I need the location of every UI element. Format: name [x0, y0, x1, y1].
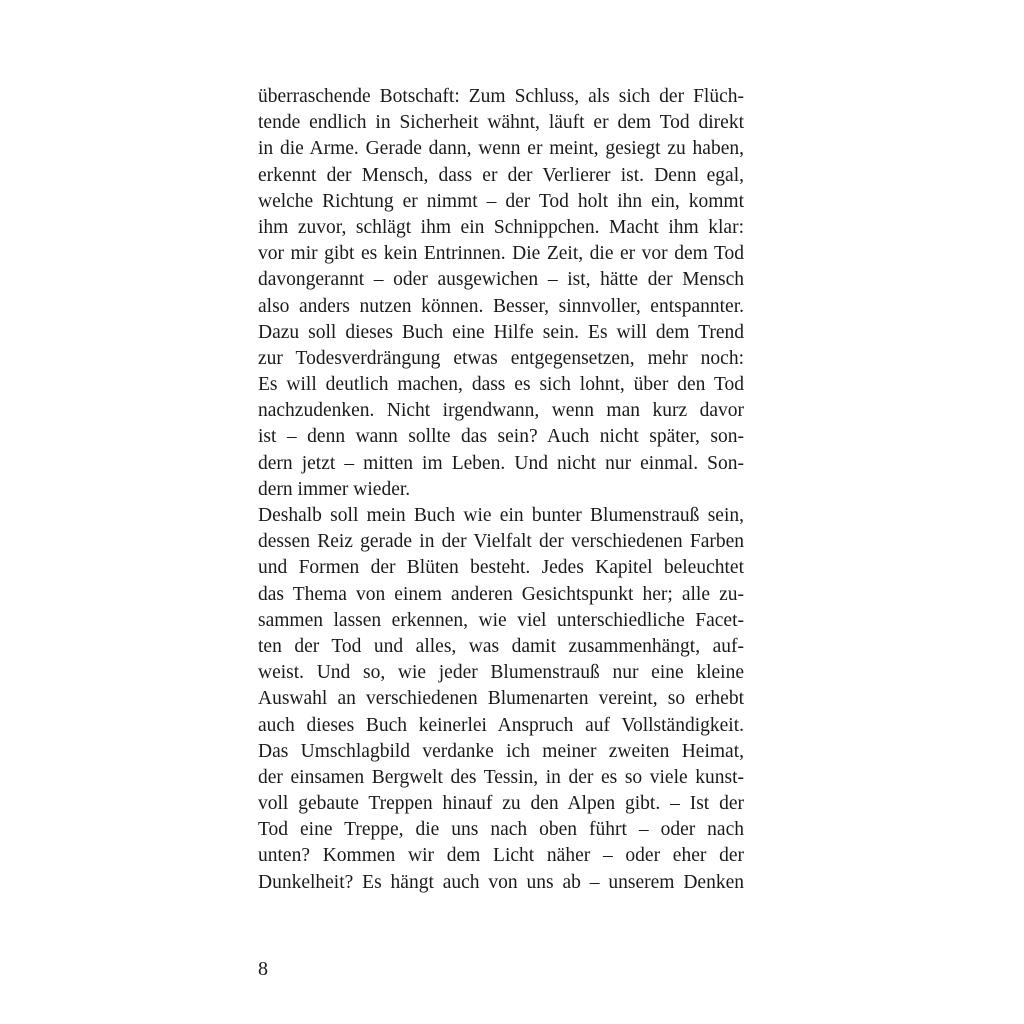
text-line: zur Todesverdrängung etwas entgegensetzen, mehr noch: [258, 347, 744, 369]
text-line: Auswahl an verschiedenen Blumenarten vereint, so erhebt [258, 688, 744, 710]
text-line: Deshalb soll mein Buch wie ein bunter Blumenstrauß sein, [258, 505, 744, 526]
text-line: und Formen der Blüten besteht. Jedes Kapitel beleuchtet [258, 557, 744, 579]
text-line: tende endlich in Sicherheit wähnt, läuft er dem Tod direkt [258, 112, 744, 134]
text-line: Dunkelheit? Es hängt auch von uns ab – unserem Denken [258, 871, 744, 893]
text-line: Dazu soll dieses Buch eine Hilfe sein. Es will dem Trend [258, 321, 744, 343]
text-line: welche Richtung er nimmt – der Tod holt ihn ein, kommt [258, 190, 744, 212]
text-line: Es will deutlich machen, dass es sich lohnt, über den Tod [258, 374, 744, 396]
text-line: dern immer wieder. [258, 478, 411, 500]
text-line: vor mir gibt es kein Entrinnen. Die Zeit, die er vor dem Tod [258, 243, 744, 265]
text-line: voll gebaute Treppen hinauf zu den Alpen gibt. – Ist der [258, 793, 744, 815]
text-line: Das Umschlagbild verdanke ich meiner zweiten Heimat, [258, 740, 744, 762]
text-line: in die Arme. Gerade dann, wenn er meint, gesiegt zu haben, [258, 138, 744, 160]
text-line: sammen lassen erkennen, wie viel unterschiedliche Facet- [258, 609, 744, 631]
text-line: ten der Tod und alles, was damit zusammenhängt, auf- [258, 635, 744, 657]
text-line: ist – denn wann sollte das sein? Auch nicht später, son- [258, 426, 744, 448]
text-line: erkennt der Mensch, dass er der Verlierer ist. Denn egal, [258, 164, 744, 186]
text-line: unten? Kommen wir dem Licht näher – oder eher der [258, 845, 744, 867]
page-number: 8 [258, 958, 268, 980]
text-line: dern jetzt – mitten im Leben. Und nicht nur einmal. Son- [258, 452, 744, 474]
text-line: nachzudenken. Nicht irgendwann, wenn man kurz davor [258, 400, 744, 422]
text-line: der einsamen Bergwelt des Tessin, in der es so viele kunst- [258, 766, 744, 788]
text-line: weist. Und so, wie jeder Blumenstrauß nur eine kleine [258, 662, 744, 684]
text-line: auch dieses Buch keinerlei Anspruch auf Vollständigkeit. [258, 714, 744, 736]
text-line: davongerannt – oder ausgewichen – ist, hätte der Mensch [258, 269, 744, 291]
text-line: dessen Reiz gerade in der Vielfalt der verschiedenen Farben [258, 531, 744, 553]
text-line: das Thema von einem anderen Gesichtspunkt her; alle zu- [258, 583, 744, 605]
text-line: also anders nutzen können. Besser, sinnvoller, entspannter. [258, 295, 744, 317]
text-line: überraschende Botschaft: Zum Schluss, als sich der Flüch- [258, 86, 744, 107]
text-line: ihm zuvor, schlägt ihm ein Schnippchen. Macht ihm klar: [258, 216, 744, 238]
text-line: Tod eine Treppe, die uns nach oben führt – oder nach [258, 819, 744, 841]
body-text [258, 84, 744, 896]
